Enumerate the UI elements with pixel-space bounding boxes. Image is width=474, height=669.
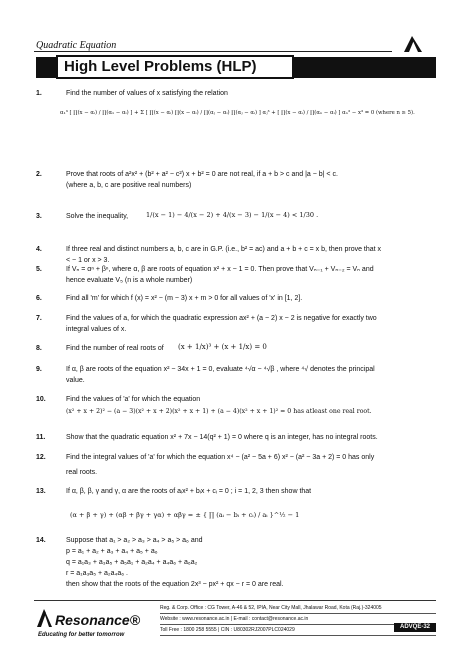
problem-text: Find the number of values of x satisfying the relation: [66, 90, 228, 97]
problem-line: p = a₁ + a₂ + a₃ + a₄ + a₅ + a₆: [66, 548, 158, 555]
problem-line: If α, β are roots of the equation x² − 34x + 1 = 0, evaluate ⁴√α − ⁴√β , where ⁴√ denotes the principal: [66, 366, 375, 373]
problem-3-formula: 1/(x − 1) − 4/(x − 2) + 4/(x − 3) − 1/(x − 4) < 1/30 .: [146, 211, 319, 219]
problem-line: Prove that roots of a²x² + (b² + a² − c²) x + b² = 0 are not real, if a + b > c and |a − b| < c.: [66, 171, 338, 178]
footer-tollfree: Toll Free : 1800 258 5555 | CIN : U80302RJ2007PLC024029: [160, 625, 436, 636]
problem-line: If Vₙ = αⁿ + βⁿ, where α, β are roots of equation x² + x − 1 = 0. Then prove that Vₙ₋₁ + Vₙ₋₂ = Vₙ and: [66, 266, 374, 273]
problem-number: 7.: [36, 315, 42, 322]
problem-number: 8.: [36, 345, 42, 352]
problem-number: 4.: [36, 246, 42, 253]
problem-line: q = a₁a₃ + a₃a₅ + a₅a₁ + a₂a₄ + a₄a₆ + a₆a₂: [66, 559, 198, 566]
problem-line: value.: [66, 377, 85, 384]
resonance-logo: [34, 603, 154, 641]
problem-text: [66, 313, 436, 335]
problem-text: [66, 169, 436, 191]
problem-number: 14.: [36, 537, 46, 544]
problem-number: 9.: [36, 366, 42, 373]
problem-line: hence evaluate V₅ (n is a whole number): [66, 277, 193, 284]
brand-tagline: Educating for better tomorrow: [38, 632, 125, 638]
problem-text: Find the values of 'a' for which the equation: [66, 396, 201, 403]
problem-line: If three real and distinct numbers a, b, c are in G.P. (i.e., b² = ac) and a + b + c = x b, then prove that x: [66, 246, 382, 253]
footer-rule: [34, 600, 436, 601]
problem-number: 11.: [36, 434, 46, 441]
problem-text: [66, 535, 436, 590]
page-code: ADVQE-32: [394, 623, 436, 632]
problem-1-formula: α₁³ [ ∏(x − αᵢ) / ∏(α₁ − αᵢ) ] + Σ [ ∏(x − αᵢ) ∏(x − αᵢ) / ∏(αⱼ − αᵢ) ∏(αⱼ − αᵢ) ] αⱼ³ + [ ∏(x − αᵢ) / ∏(αₙ − αᵢ) ] αₙ³ − x³ = 0 (where n ≥ 5).: [60, 110, 415, 116]
problem-line: < − 1 or x > 3.: [66, 257, 110, 264]
problem-number: 3.: [36, 213, 42, 220]
section-title: High Level Problems (HLP): [56, 55, 294, 79]
problem-line: integral values of x.: [66, 326, 127, 333]
problem-number: 13.: [36, 488, 46, 495]
footer-address: Reg. & Corp. Office : CG Tower, A-46 & 52, IPIA, Near City Mall, Jhalawar Road, Kota (Raj.)-324005: [160, 603, 436, 614]
problem-number: 5.: [36, 266, 42, 273]
problem-line: Find the integral values of 'a' for which the equation x⁴ − (a² − 5a + 6) x² − (a² − 3a + 2) = 0 has only: [66, 454, 375, 461]
problem-text: Find all 'm' for which f (x) = x² − (m − 3) x + m > 0 for all values of 'x' in [1, 2].: [66, 295, 303, 302]
problem-line: then show that the roots of the equation 2x³ − px² + qx − r = 0 are real.: [66, 581, 284, 588]
problem-number: 1.: [36, 90, 42, 97]
problem-line: (where a, b, c are positive real numbers): [66, 182, 192, 189]
resonance-mark-icon: [400, 32, 426, 54]
problem-line: Find the values of a, for which the quadratic expression ax² + (a − 2) x − 2 is negative for exactly two: [66, 315, 377, 322]
problem-line: Suppose that a₁ > a₂ > a₃ > a₄ > a₅ > a₆ and: [66, 537, 203, 544]
problem-text: [66, 364, 436, 386]
problem-number: 12.: [36, 454, 46, 461]
brand-name: Resonance®: [55, 612, 141, 628]
problem-text: Find the number of real roots of: [66, 345, 164, 352]
problem-number: 2.: [36, 171, 42, 178]
problem-number: 10.: [36, 396, 46, 403]
problem-13-formula: (α + β + γ) + (αβ + βγ + γα) + αβγ = ± { ∏ (aᵢ − bᵢ + cᵢ) / aᵢ }^½ − 1: [70, 511, 300, 519]
header-rule: [34, 51, 392, 52]
problem-10-formula: (x² + x + 2)² − (a − 3)(x² + x + 2)(x² + x + 1) + (a − 4)(x² + x + 1)² = 0 has atleast one real root.: [66, 408, 372, 415]
footer-website: Website : www.resonance.ac.in | E-mail : contact@resonance.ac.in: [160, 614, 436, 625]
problem-text: [66, 244, 436, 266]
problem-line: r = a₁a₃a₅ + a₂a₄a₆ .: [66, 570, 128, 577]
problem-text: Show that the quadratic equation x² + 7x − 14(q² + 1) = 0 where q is an integer, has no integral roots.: [66, 434, 378, 441]
problem-text: Solve the inequality,: [66, 213, 129, 220]
problem-number: 6.: [36, 295, 42, 302]
chapter-title: Quadratic Equation: [36, 40, 117, 51]
problem-text: If α, β, β, γ and γ, α are the roots of aᵢx² + bᵢx + cᵢ = 0 ; i = 1, 2, 3 then show that: [66, 488, 312, 495]
problem-8-formula: (x + 1/x)³ + (x + 1/x) = 0: [178, 343, 267, 351]
problem-text: [66, 264, 436, 286]
problem-text: [66, 452, 436, 478]
problem-line: real roots.: [66, 469, 98, 476]
